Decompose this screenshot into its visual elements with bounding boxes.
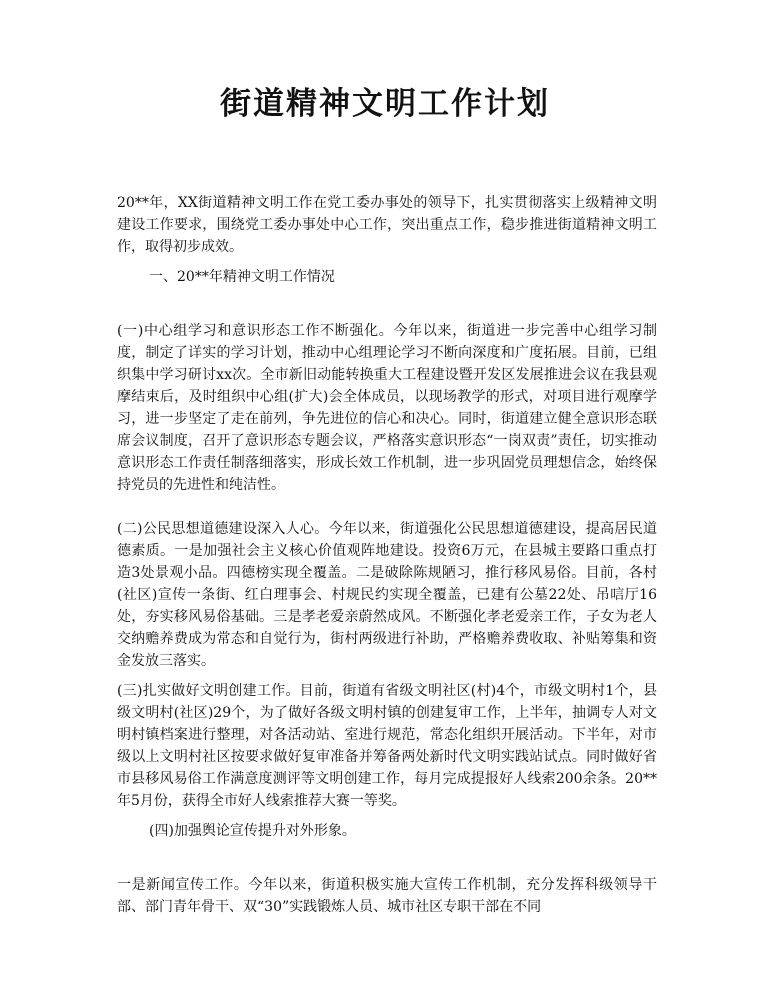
paragraph-civilization: (三)扎实做好文明创建工作。目前，街道有省级文明社区(村)4个，市级文明村1个，县级文明村(社区)29个，为了做好各级文明村镇的创建复审工作，上半年，抽调专人对文明村镇档案进行整理，对各活动站、室进行规范，常态化组织开展活动。下半年，对市级以上文明村社区按要求做好复审准备并筹备两处新时代文明实践站试点。同时做好省市县移风易俗工作满意度测评等文明创建工作，每月完成提报好人线索200余条。20**年5月份，获得全市好人线索推荐大赛一等奖。 xyxy=(117,683,657,809)
paragraph-study: (一)中心组学习和意识形态工作不断强化。今年以来，街道进一步完善中心组学习制度，制定了详实的学习计划，推动中心组理论学习不断向深度和广度拓展。目前，已组织集中学习研讨xx次。全市新旧动能转换重大工程建设暨开发区发展推进会议在我县观摩结束后，及时组织中心组(扩大)会全体成员，以现场教学的形式，对项目进行观摩学习，进一步坚定了走在前列，争先进位的信心和决心。同时，街道建立健全意识形态联席会议制度，召开了意识形态专题会议，严格落实意识形态“一岗双责”责任，切实推动意识形态工作责任制落细落实，形成长效工作机制，进一步巩固党员理想信念，始终保持党员的先进性和纯洁性。 xyxy=(117,323,657,493)
section-heading: (四)加强舆论宣传提升对外形象。 xyxy=(149,823,356,839)
document-title: 街道精神文明工作计划 xyxy=(220,86,550,122)
paragraph-morality: (二)公民思想道德建设深入人心。今年以来，街道强化公民思想道德建设，提高居民道德素质。一是加强社会主义核心价值观阵地建设。投资6万元，在县城主要路口重点打造3处景观小品。四德榜实现全覆盖。二是破除陈规陋习，推行移风易俗。目前，各村(社区)宣传一条街、红白理事会、村规民约实现全覆盖，已建有公墓22处、吊唁厅16处，夯实移风易俗基础。三是孝老爱亲蔚然成风。不断强化孝老爱亲工作，子女为老人交纳赡养费成为常态和自觉行为，街村两级进行补助，严格赡养费收取、补贴筹集和资金发放三落实。 xyxy=(117,521,657,669)
paragraph-news: 一是新闻宣传工作。今年以来，街道积极实施大宣传工作机制，充分发挥科级领导干部、部门青年骨干、双“30”实践锻炼人员、城市社区专职干部在不同 xyxy=(117,877,657,915)
section-heading: 一、20**年精神文明工作情况 xyxy=(149,269,335,285)
intro-paragraph: 20**年，XX街道精神文明工作在党工委办事处的领导下，扎实贯彻落实上级精神文明建设工作要求，围绕党工委办事处中心工作，突出重点工作，稳步推进街道精神文明工作，取得初步成效。 xyxy=(117,195,657,255)
